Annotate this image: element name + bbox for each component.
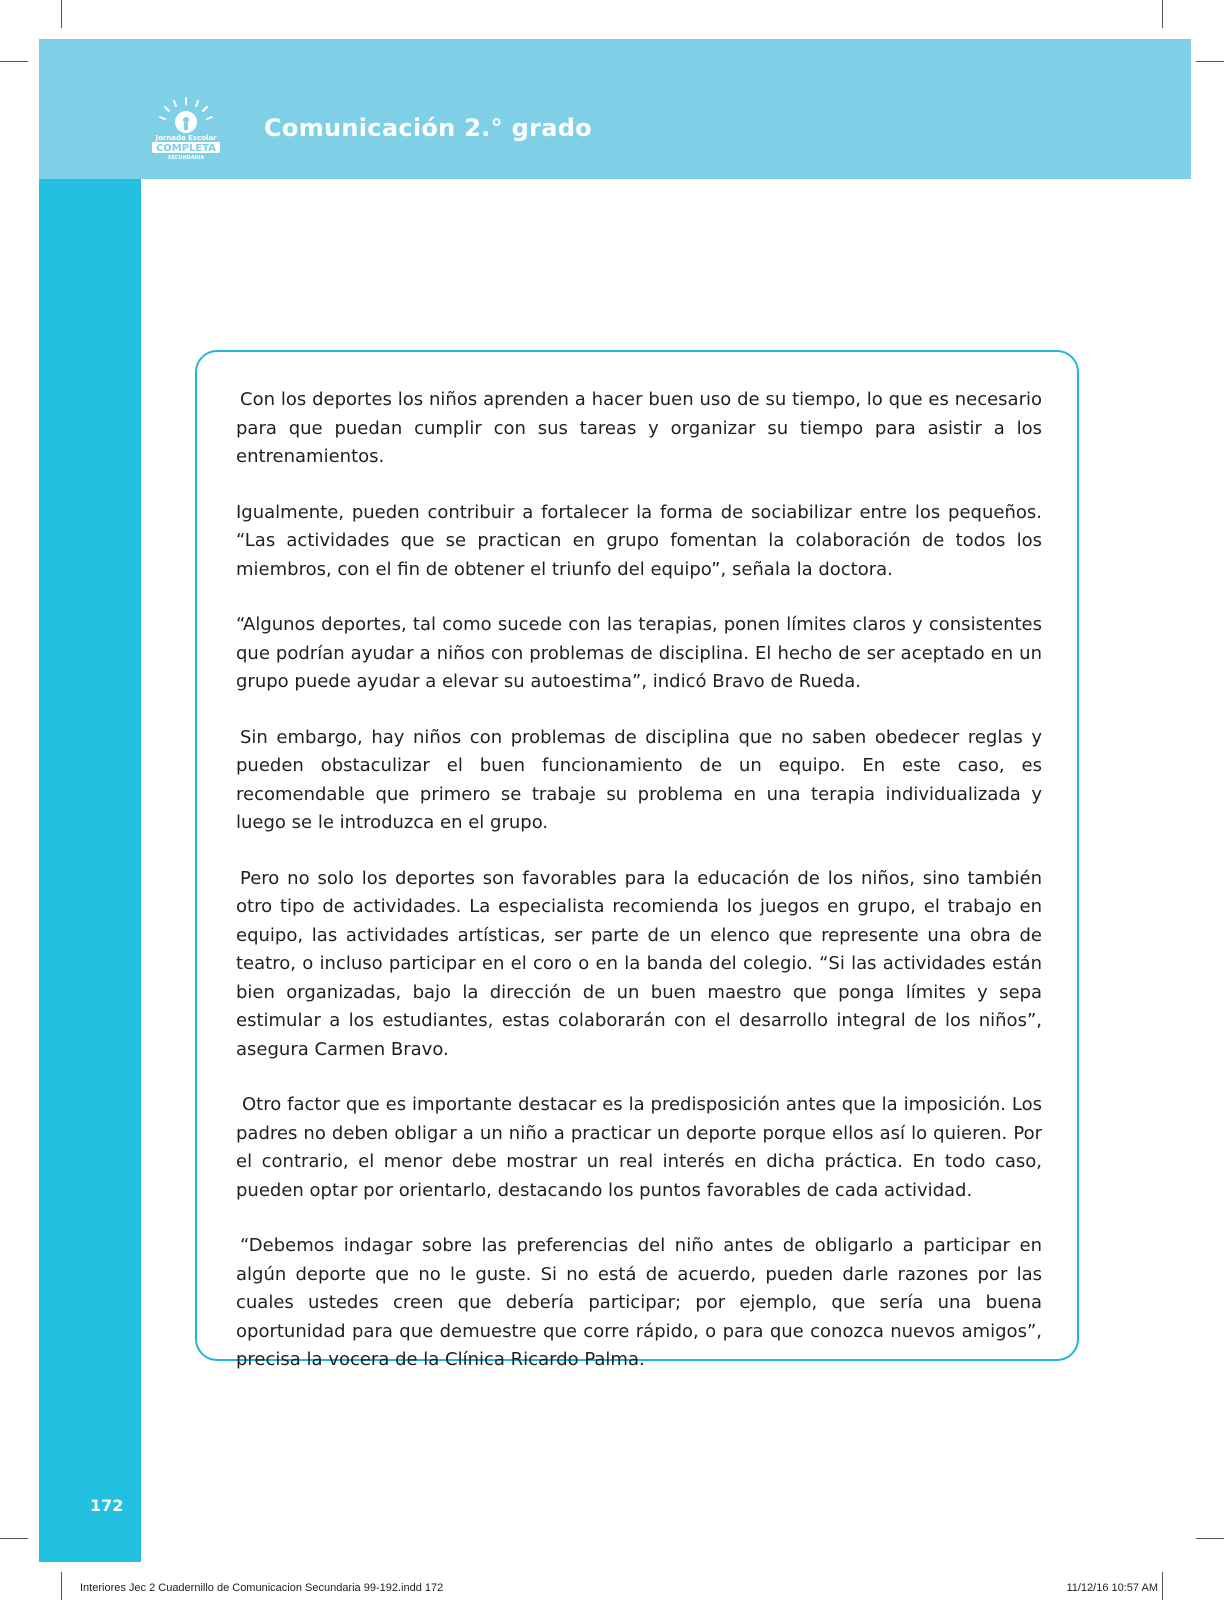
paragraph: Otro factor que es importante destacar es la predisposición antes que la imposición. Los padres no deben obligar a un niño a practicar un deporte porque ellos así lo quieren. Por el contrario, el menor debe mostrar un real interés en dicha práctica. En todo caso, pueden optar por orientarlo, destacando los puntos favorables de cada actividad. (236, 1094, 1042, 1201)
crop-mark (1196, 61, 1224, 62)
crop-mark (61, 1572, 62, 1600)
crop-mark (0, 1538, 28, 1539)
paragraph: Pero no solo los deportes son favorables para la educación de los niños, sino también otro tipo de actividades. La especialista recomienda los juegos en grupo, el trabajo en equipo, las actividades artísticas, ser parte de un elenco que represente una obra de teatro, o incluso participar en el coro o en la banda del colegio. “Si las actividades están bien organizadas, bajo la dirección de un buen maestro que ponga límites y sepa estimular a los estudiantes, estas colaborarán con el desarrollo integral de los niños”, asegura Carmen Bravo. (236, 867, 1042, 1060)
paragraph: “Algunos deportes, tal como sucede con las terapias, ponen límites claros y consistentes que podrían ayudar a niños con problemas de disciplina. El hecho de ser aceptado en un grupo puede ayudar a elevar su autoestima”, indicó Bravo de Rueda. (236, 614, 1042, 692)
crop-mark (1196, 1538, 1224, 1539)
crop-mark (1162, 0, 1163, 28)
page-number: 172 (90, 1496, 124, 1515)
crop-mark (61, 0, 62, 28)
print-slug-datetime: 11/12/16 10:57 AM (1066, 1582, 1158, 1594)
crop-mark (0, 61, 28, 62)
paragraph: Sin embargo, hay niños con problemas de disciplina que no saben obedecer reglas y pueden obstaculizar el buen funcionamiento de un equipo. En este caso, es recomendable que primero se trabaje su problema en una terapia individualizada y luego se le introduzca en el grupo. (236, 726, 1042, 833)
svg-text:Jornada Escolar: Jornada Escolar (155, 134, 217, 142)
paragraph: Igualmente, pueden contribuir a fortalecer la forma de sociabilizar entre los pequeños. “Las actividades que se practican en grupo fomentan la colaboración de todos los miembros, con el fin de obtener el triunfo del equipo”, señala la doctora. (236, 501, 1042, 580)
svg-text:COMPLETA: COMPLETA (155, 143, 217, 154)
print-slug-file: Interiores Jec 2 Cuadernillo de Comunicacion Secundaria 99-192.indd 172 (80, 1582, 444, 1594)
jornada-completa-logo (144, 96, 228, 160)
paragraph: Con los deportes los niños aprenden a hacer buen uso de su tiempo, lo que es necesario para que puedan cumplir con sus tareas y organizar su tiempo para asistir a los entrenamientos. (236, 389, 1042, 467)
crop-mark (1162, 1572, 1163, 1600)
article-body (236, 386, 1042, 1402)
paragraph: “Debemos indagar sobre las preferencias del niño antes de obligarlo a participar en algún deporte que no le guste. Si no está de acuerdo, pueden darle razones por las cuales ustedes creen que debería participar; por ejemplo, que sería una buena oportunidad para que demuestre que corre rápido, o para que conozca nuevos amigos”, precisa la vocera de la Clínica Ricardo Palma. (236, 1235, 1042, 1370)
svg-text:SECUNDARIA: SECUNDARIA (167, 155, 205, 160)
side-band (39, 179, 141, 1562)
page-title: Comunicación 2.° grado (264, 114, 592, 142)
